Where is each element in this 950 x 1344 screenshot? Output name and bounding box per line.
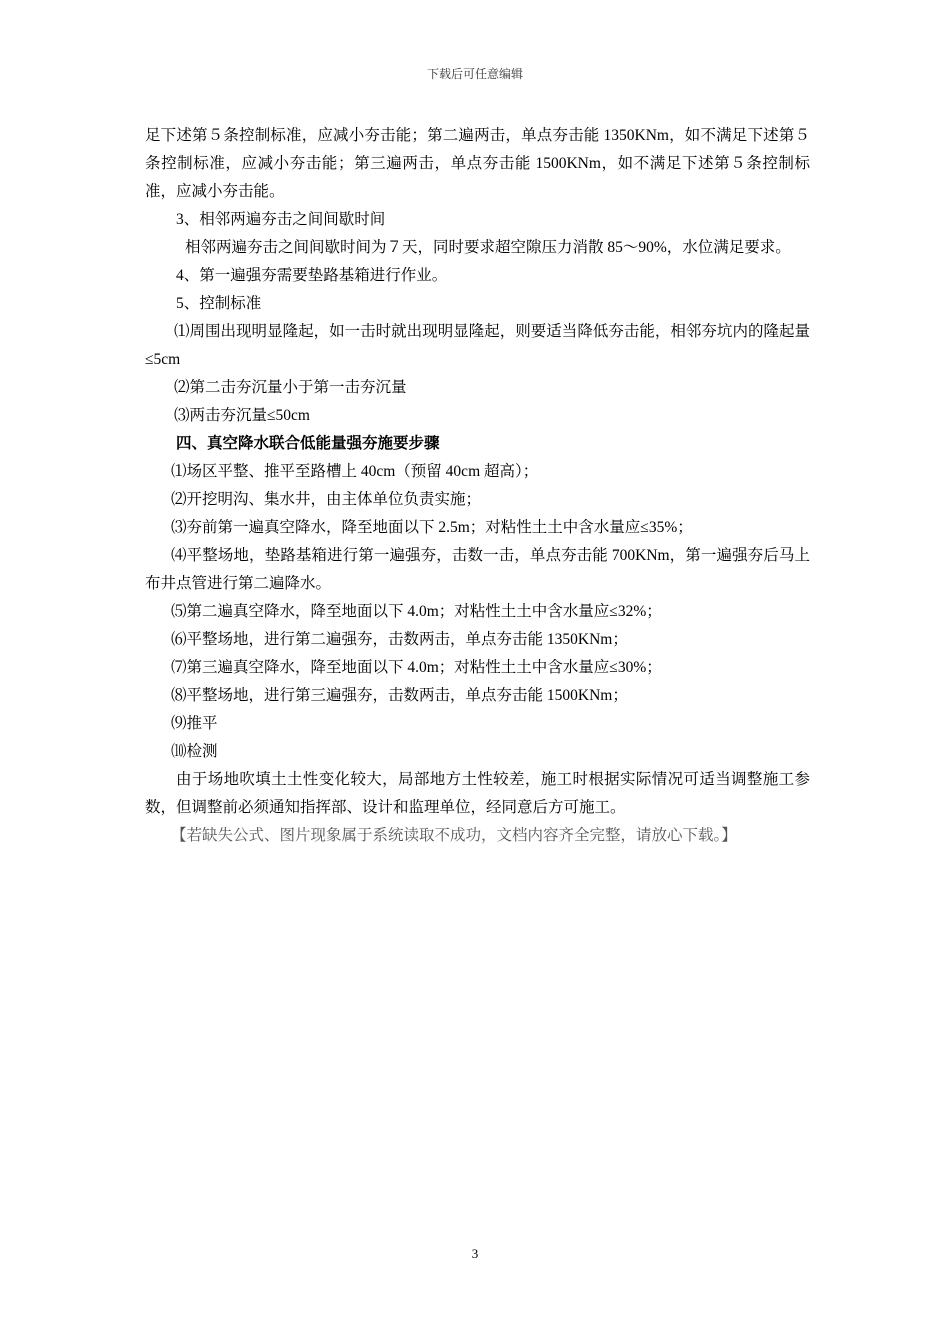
step-4: ⑷平整场地，垫路基箱进行第一遍强夯，击数一击，单点夯击能 700KNm，第一遍强夯后马上布井点管进行第二遍降水。: [145, 547, 810, 592]
item-4: 4、第一遍强夯需要垫路基箱进行作业。: [176, 267, 448, 284]
step-3: ⑶夯前第一遍真空降水，降至地面以下 2.5m；对粘性土土中含水量应≤35%；: [171, 519, 693, 536]
page-number: 3: [471, 1246, 479, 1261]
closing-paragraph: 由于场地吹填土土性变化较大，局部地方土性较差，施工时根据实际情况可适当调整施工参数，但调整前必须通知指挥部、设计和监理单位，经同意后方可施工。: [145, 771, 810, 816]
control-standard-2: ⑵第二击夯沉量小于第一击夯沉量: [174, 379, 407, 396]
step-8: ⑻平整场地，进行第三遍强夯，击数两击，单点夯击能 1500KNm；: [171, 687, 628, 704]
download-notice: 【若缺失公式、图片现象属于系统读取不成功，文档内容齐全完整，请放心下载。】: [171, 827, 737, 844]
step-5: ⑸第二遍真空降水，降至地面以下 4.0m；对粘性土土中含水量应≤32%；: [171, 603, 662, 620]
document-body: [145, 122, 810, 850]
item-5-heading: 5、控制标准: [176, 295, 262, 312]
item-3-heading: 3、相邻两遍夯击之间间歇时间: [176, 211, 386, 228]
paragraph-continued: 足下述第５条控制标准，应减小夯击能；第二遍两击，单点夯击能 1350KNm，如不满足下述第５条控制标准，应减小夯击能；第三遍两击，单点夯击能 1500KNm，如不满足下述第５条控制标准，应减小夯击能。: [145, 127, 810, 200]
item-3-body: 相邻两遍夯击之间间歇时间为７天，同时要求超空隙压力消散 85～90%，水位满足要求。: [185, 239, 791, 256]
step-2: ⑵开挖明沟、集水井，由主体单位负责实施；: [171, 491, 482, 508]
step-9: ⑼推平: [171, 715, 218, 732]
control-standard-1: ⑴周围出现明显隆起，如一击时就出现明显隆起，则要适当降低夯击能，相邻夯坑内的隆起量≤5cm: [145, 323, 810, 368]
section-heading-4: 四、真空降水联合低能量强夯施要步骤: [176, 435, 440, 452]
page-header: 下载后可任意编辑: [426, 67, 523, 81]
step-6: ⑹平整场地，进行第二遍强夯，击数两击，单点夯击能 1350KNm；: [171, 631, 628, 648]
step-1: ⑴场区平整、推平至路槽上 40cm（预留 40cm 超高）；: [171, 463, 539, 480]
step-10: ⑽检测: [171, 743, 218, 760]
step-7: ⑺第三遍真空降水，降至地面以下 4.0m；对粘性土土中含水量应≤30%；: [171, 659, 662, 676]
control-standard-3: ⑶两击夯沉量≤50cm: [174, 407, 310, 424]
